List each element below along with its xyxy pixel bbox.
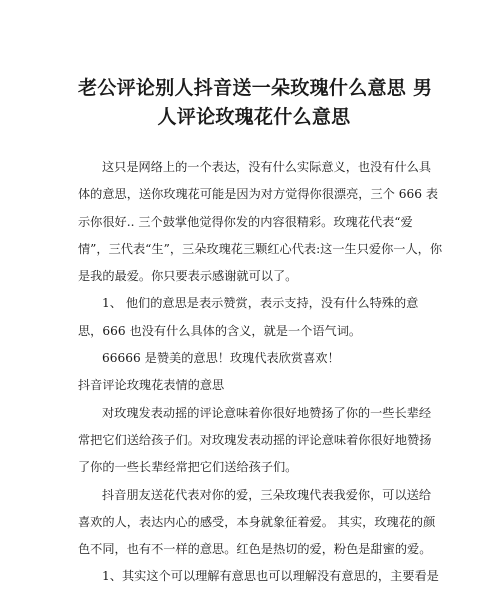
paragraph [78, 563, 439, 590]
text-line: 情”，三代表“生”，三朵玫瑰花三颗红心代表:这一生只爱你一人，你 [78, 241, 443, 256]
text-line: 喜欢的人，表达内心的感受，本身就象征着爱。 其实，玫瑰花的颜 [78, 514, 436, 529]
paragraph [78, 345, 430, 372]
paragraph [78, 290, 430, 345]
paragraph [78, 154, 443, 290]
text-line: 色不同，也有不一样的意思。红色是热切的爱，粉色是甜蜜的爱。 [78, 542, 432, 557]
text-line: 66666 是赞美的意思！玫瑰代表欣赏喜欢！ [102, 351, 340, 366]
text-line: 示你很好.. 三个鼓掌他觉得你发的内容很精彩。玫瑰花代表“爱 [78, 214, 413, 229]
text-line: 抖音朋友送花代表对你的爱，三朵玫瑰代表我爱你，可以送给 [102, 487, 432, 502]
text-line: 抖音评论玫瑰花表情的意思 [78, 378, 225, 393]
text-line: 对玫瑰发表动摇的评论意味着你很好地赞扬了你的一些长辈经 [102, 405, 432, 420]
text-line: 这只是网络上的一个表达，没有什么实际意义，也没有什么具 [102, 160, 432, 174]
text-line: 1、 他们的意思是表示赞赏，表示支持，没有什么特殊的意 [102, 296, 419, 311]
paragraph [78, 400, 430, 482]
section-heading [78, 372, 430, 399]
paragraph [78, 482, 436, 564]
text-line: 体的意思，送你玫瑰花可能是因为对方觉得你很漂亮，三个 666 表 [78, 187, 439, 202]
text-line: 1、其实这个可以理解有意思也可以理解没有意思的，主要看是 [102, 569, 439, 584]
text-line: 常把它们送给孩子们。对玫瑰发表动摇的评论意味着你很好地赞扬 [78, 432, 432, 447]
text-line: 是我的最爱。你只要表示感谢就可以了。 [78, 269, 298, 284]
text-line: 了你的一些长辈经常把它们送给孩子们。 [78, 460, 298, 475]
title-line: 人评论玫瑰花什么意思 [157, 106, 351, 128]
text-line: 思，666 也没有什么具体的含义，就是一个语气词。 [78, 323, 362, 338]
title-line: 老公评论别人抖音送一朵玫瑰什么意思 男 [78, 77, 433, 99]
document-title [78, 74, 433, 132]
